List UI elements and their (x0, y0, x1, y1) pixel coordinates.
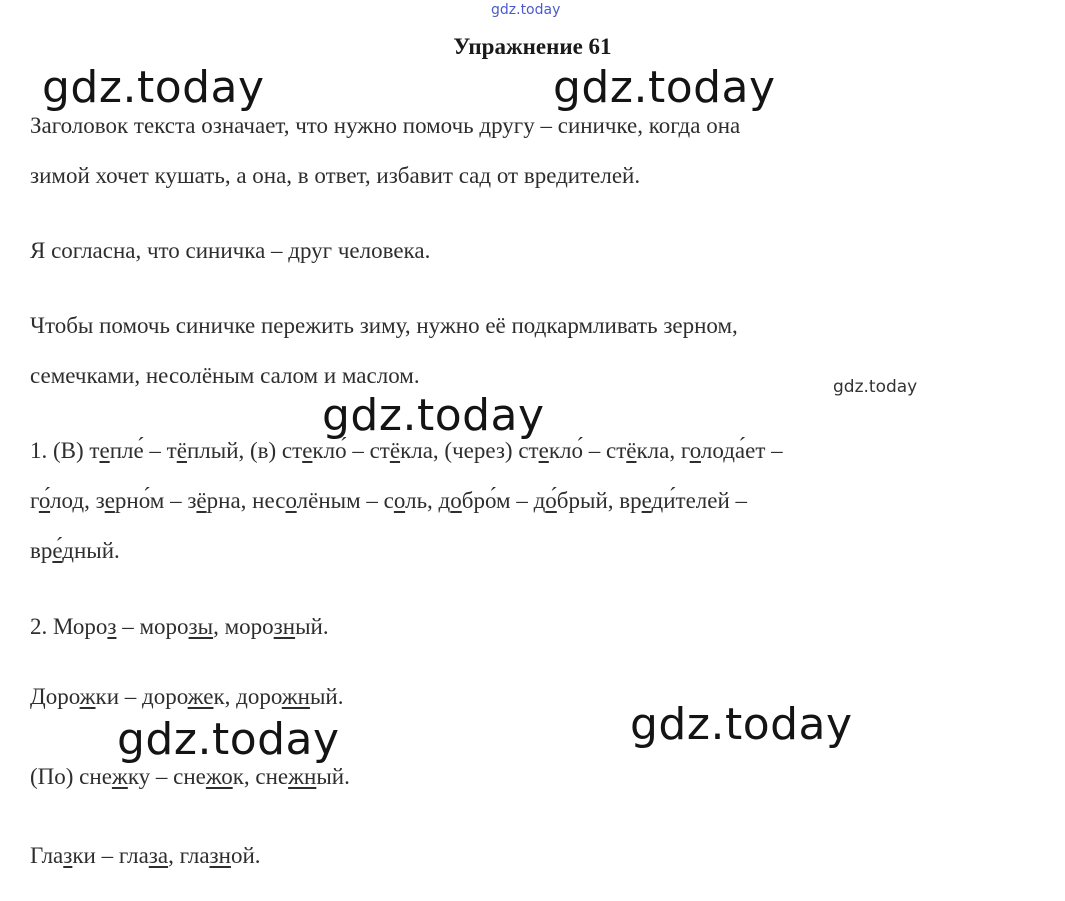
text-fragment: ди́телей – (651, 488, 748, 513)
underlined-vowel: ё (196, 488, 207, 513)
text-fragment: ый. (309, 684, 344, 709)
text-fragment: кла, (через) ст (400, 438, 539, 463)
underlined-part: за (148, 843, 169, 868)
underlined-part: жн (288, 764, 317, 789)
underlined-vowel: е (302, 438, 313, 463)
underlined-part: зн (209, 843, 231, 868)
paragraph1-line2: зимой хочет кушать, а она, в ответ, избавит сад от вредителей. (30, 163, 641, 188)
underlined-vowel: о (38, 488, 51, 513)
text-fragment: ой. (230, 843, 261, 868)
underlined-part: жо (205, 764, 233, 789)
item1-line3 (30, 538, 120, 564)
text-fragment: ый. (316, 764, 350, 789)
text-fragment: вр (30, 538, 53, 563)
underlined-vowel: ё (626, 438, 637, 463)
underlined-vowel: о (545, 488, 557, 513)
paragraph3-line1: Чтобы помочь синичке пережить зиму, нужно её подкармливать зерном, (30, 313, 738, 338)
watermark-2: gdz.today (553, 62, 776, 113)
underlined-vowel: е (104, 488, 115, 513)
underlined-vowel: е (641, 488, 652, 513)
text-fragment: , гла (168, 843, 210, 868)
underlined-part: ж (111, 764, 128, 789)
text-fragment: – моро (116, 614, 189, 639)
watermark-top: gdz.today (491, 2, 561, 18)
watermark-5: gdz.today (117, 714, 340, 765)
text-fragment: пле́ – т (109, 438, 177, 463)
text-fragment: ́брый, вр (556, 488, 642, 513)
text-fragment: рно́м – з (114, 488, 197, 513)
underlined-vowel: о (689, 438, 701, 463)
paragraph1-line1: Заголовок текста означает, что нужно помочь другу – синичке, когда она (30, 113, 741, 138)
underlined-vowel: е (52, 538, 63, 563)
watermark-4: gdz.today (630, 699, 853, 750)
text-fragment: ль, д (405, 488, 451, 513)
item2-line3 (30, 764, 350, 790)
text-fragment: рна, нес (206, 488, 286, 513)
paragraph3-line2: семечками, несолёным салом и маслом. (30, 363, 420, 388)
text-fragment: кло́ – ст (312, 438, 390, 463)
text-fragment: Гла (30, 843, 64, 868)
underlined-vowel: ё (389, 438, 401, 463)
underlined-part: же (187, 684, 214, 709)
item1-line1 (30, 438, 783, 464)
underlined-part: ж (79, 684, 96, 709)
watermark-3: gdz.today (322, 390, 545, 441)
text-fragment: ки – доро (95, 684, 188, 709)
underlined-part: зы (188, 614, 214, 639)
underlined-part: з (107, 614, 117, 639)
watermark-small: gdz.today (833, 377, 918, 397)
text-fragment: кла, г (636, 438, 690, 463)
underlined-part: з (63, 843, 73, 868)
text-fragment: к, сне (232, 764, 289, 789)
text-fragment: Доро (30, 684, 80, 709)
text-fragment: 1. (В) т (30, 438, 100, 463)
text-fragment: к, доро (213, 684, 282, 709)
text-fragment: плый, (в) ст (186, 438, 303, 463)
text-fragment: лода́ет – (700, 438, 783, 463)
exercise-title: Упражнение 61 (453, 34, 612, 59)
underlined-vowel: е (538, 438, 549, 463)
paragraph2: Я согласна, что синичка – друг человека. (30, 238, 431, 263)
text-fragment: ый. (295, 614, 329, 639)
text-fragment: ́дный. (62, 538, 120, 563)
text-fragment: лёным – с (296, 488, 394, 513)
item2-line1 (30, 614, 329, 640)
text-fragment: кло́ – ст (548, 438, 627, 463)
underlined-part: жн (281, 684, 310, 709)
text-fragment: 2. Моро (30, 614, 108, 639)
underlined-part: зн (273, 614, 296, 639)
text-fragment: г (30, 488, 39, 513)
underlined-vowel: о (393, 488, 406, 513)
underlined-vowel: о (450, 488, 462, 513)
item2-line2 (30, 684, 343, 710)
underlined-vowel: о (285, 488, 297, 513)
item2-line4 (30, 843, 261, 869)
text-fragment: ку – сне (127, 764, 206, 789)
item1-line2 (30, 488, 747, 514)
text-fragment: , моро (213, 614, 274, 639)
watermark-1: gdz.today (42, 62, 265, 113)
text-fragment: (По) сне (30, 764, 112, 789)
text-fragment: ́лод, з (50, 488, 105, 513)
underlined-vowel: ё (176, 438, 187, 463)
underlined-vowel: е (99, 438, 110, 463)
text-fragment: бро́м – д (461, 488, 546, 513)
text-fragment: ки – гла (72, 843, 149, 868)
